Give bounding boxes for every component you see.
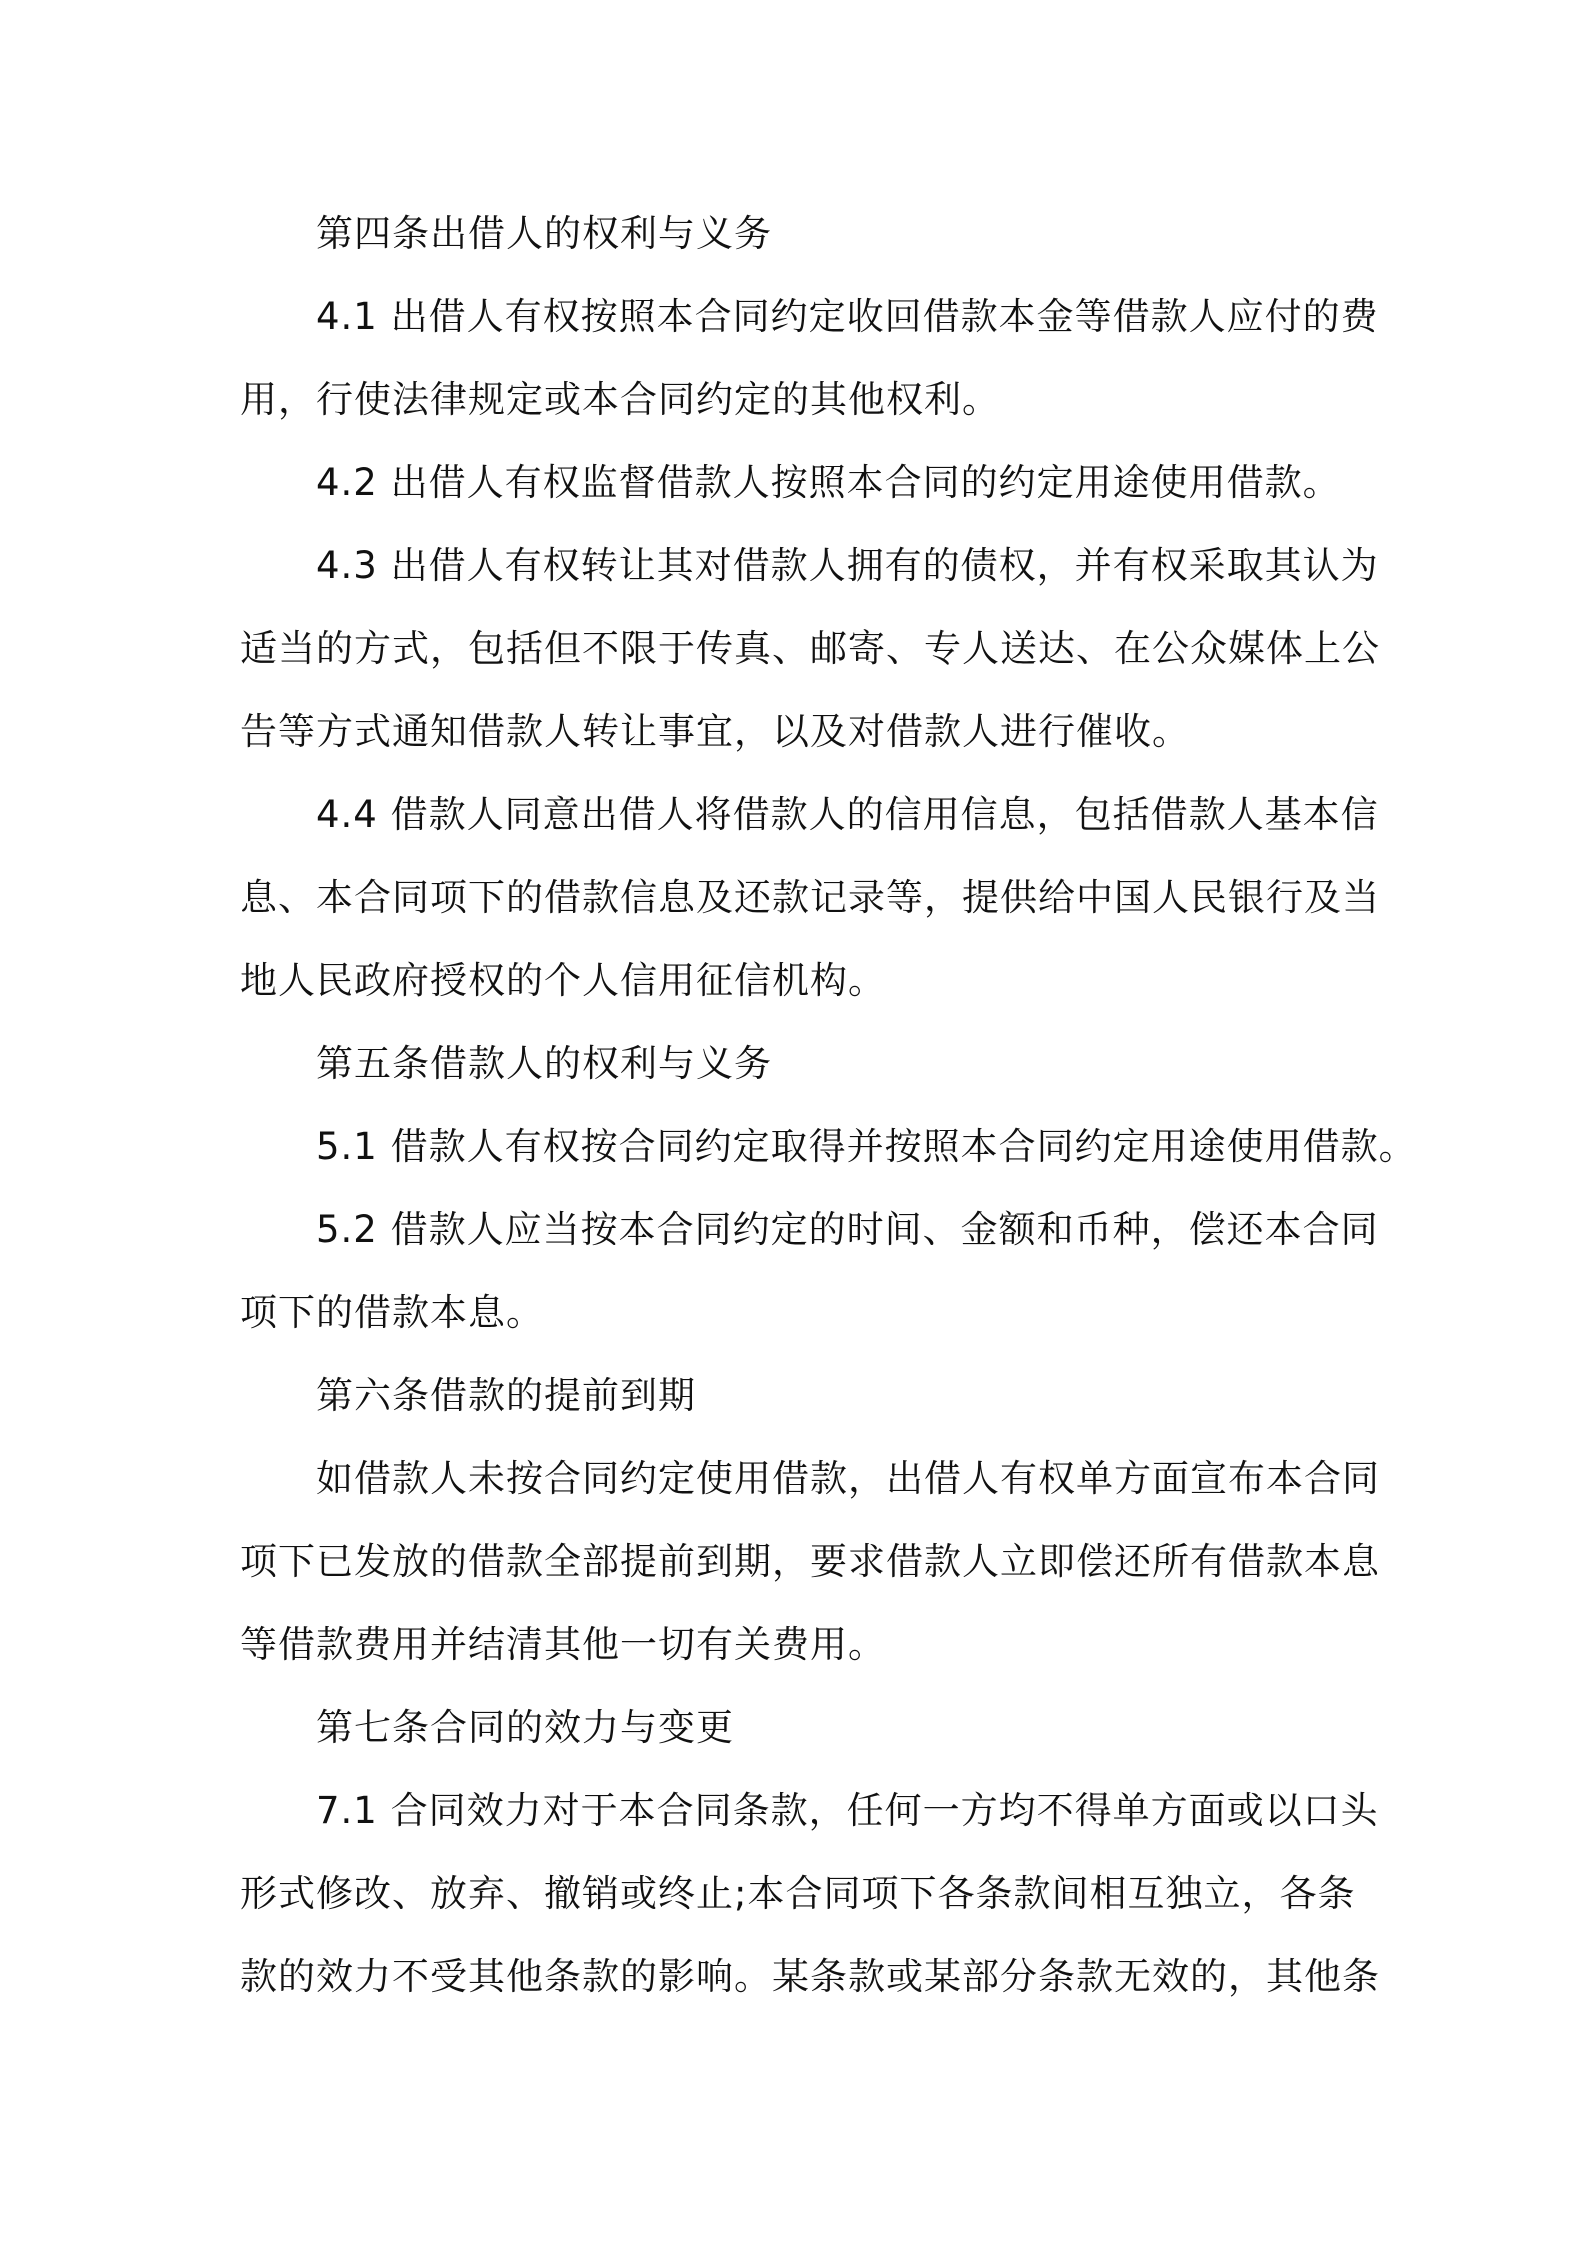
text-line: 第七条合同的效力与变更 (316, 1706, 734, 1749)
text-line: 5.1 借款人有权按合同约定取得并按照本合同约定用途使用借款。 (316, 1125, 1417, 1168)
text-line: 5.2 借款人应当按本合同约定的时间、金额和币种，偿还本合同 (316, 1208, 1379, 1251)
text-line: 等借款费用并结清其他一切有关费用。 (240, 1623, 886, 1666)
text-line: 适当的方式，包括但不限于传真、邮寄、专人送达、在公众媒体上公 (240, 627, 1380, 670)
clause-4-1 (240, 275, 1379, 441)
document-body (240, 192, 1417, 2018)
text-line: 项下的借款本息。 (240, 1291, 544, 1334)
text-line: 4.3 出借人有权转让其对借款人拥有的债权，并有权采取其认为 (316, 544, 1379, 587)
text-line: 4.4 借款人同意出借人将借款人的信用信息，包括借款人基本信 (316, 793, 1379, 836)
clause-4-4 (240, 773, 1380, 1022)
text-line: 款的效力不受其他条款的影响。某条款或某部分条款无效的，其他条 (240, 1955, 1380, 1998)
text-line: 第五条借款人的权利与义务 (316, 1042, 772, 1085)
article-6-body (240, 1437, 1380, 1686)
text-line: 第四条出借人的权利与义务 (316, 212, 772, 255)
text-line: 4.1 出借人有权按照本合同约定收回借款本金等借款人应付的费 (316, 295, 1379, 338)
text-line: 如借款人未按合同约定使用借款，出借人有权单方面宣布本合同 (316, 1457, 1380, 1500)
text-line: 第六条借款的提前到期 (316, 1374, 696, 1417)
text-line: 地人民政府授权的个人信用征信机构。 (240, 959, 886, 1002)
clause-4-2 (240, 441, 1358, 524)
article-6-heading (240, 1354, 1358, 1437)
text-line: 形式修改、放弃、撤销或终止;本合同项下各条款间相互独立，各条 (240, 1872, 1356, 1915)
text-line: 息、本合同项下的借款信息及还款记录等，提供给中国人民银行及当 (240, 876, 1380, 919)
text-line: 7.1 合同效力对于本合同条款，任何一方均不得单方面或以口头 (316, 1789, 1379, 1832)
clause-4-3 (240, 524, 1380, 773)
text-line: 项下已发放的借款全部提前到期，要求借款人立即偿还所有借款本息 (240, 1540, 1380, 1583)
clause-7-1 (240, 1769, 1380, 2018)
clause-5-2 (240, 1188, 1379, 1354)
clause-5-1 (240, 1105, 1417, 1188)
text-line: 4.2 出借人有权监督借款人按照本合同的约定用途使用借款。 (316, 461, 1341, 504)
text-line: 告等方式通知借款人转让事宜，以及对借款人进行催收。 (240, 710, 1190, 753)
article-5-heading (240, 1022, 1358, 1105)
article-4-heading (240, 192, 1358, 275)
article-7-heading (240, 1686, 1358, 1769)
text-line: 用，行使法律规定或本合同约定的其他权利。 (240, 378, 1000, 421)
